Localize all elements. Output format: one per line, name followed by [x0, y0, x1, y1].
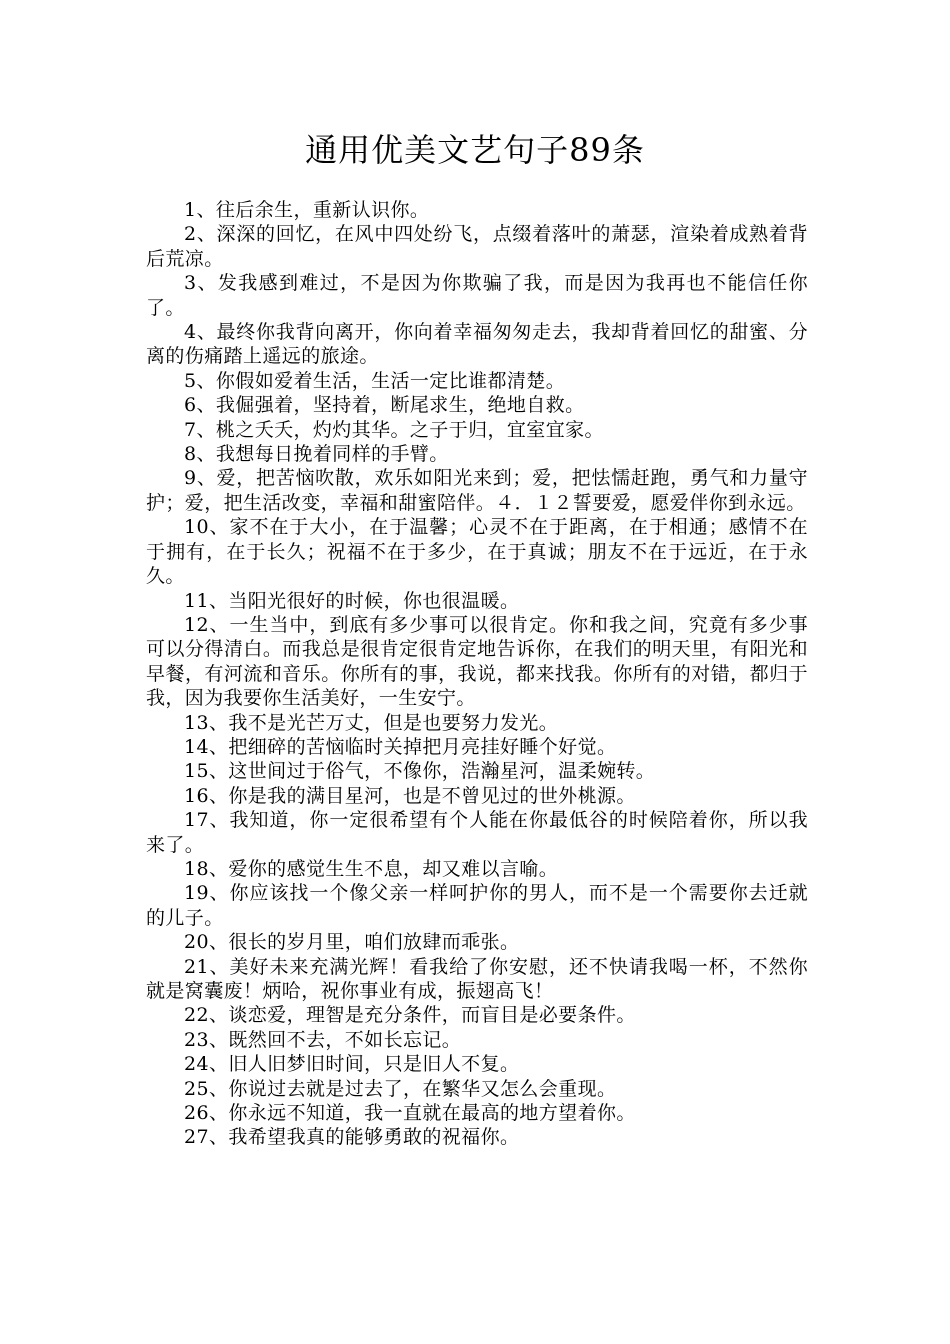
paragraph-3: 3、发我感到难过，不是因为你欺骗了我，而是因为我再也不能信任你了。 — [146, 272, 808, 319]
paragraph-26: 26、你永远不知道，我一直就在最高的地方望着你。 — [184, 1102, 636, 1125]
paragraph-24: 24、旧人旧梦旧时间，只是旧人不复。 — [184, 1053, 520, 1076]
paragraph-5: 5、你假如爱着生活，生活一定比谁都清楚。 — [184, 369, 566, 392]
paragraph-21: 21、美好未来充满光辉！看我给了你安慰，还不快请我喝一杯，不然你就是窝囊废！炳哈，祝你事业有成，振翅高飞！ — [146, 955, 808, 1002]
paragraph-9: 9、爱，把苦恼吹散，欢乐如阳光来到；爱，把怯懦赶跑，勇气和力量守护；爱，把生活改变，幸福和甜蜜陪伴。４．１２誓要爱，愿爱伴你到永远。 — [146, 467, 808, 514]
paragraph-15: 15、这世间过于俗气，不像你，浩瀚星河，温柔婉转。 — [184, 760, 656, 783]
paragraph-11: 11、当阳光很好的时候，你也很温暖。 — [184, 589, 520, 612]
document-title: 通用优美文艺句子89条 — [305, 131, 645, 169]
paragraph-23: 23、既然回不去，不如长忘记。 — [184, 1028, 462, 1051]
paragraph-7: 7、桃之夭夭，灼灼其华。之子于归，宜室宜家。 — [184, 418, 604, 441]
paragraph-12: 12、一生当中，到底有多少事可以很肯定。你和我之间，究竟有多少事可以分得清白。而我总是很肯定很肯定地告诉你，在我们的明天里，有阳光和早餐，有河流和音乐。你所有的事，我说，都来找我。你所有的对错，都归于我，因为我要你生活美好，一生安宁。 — [146, 613, 808, 710]
paragraph-18: 18、爱你的感觉生生不息，却又难以言喻。 — [184, 857, 559, 880]
paragraph-22: 22、谈恋爱，理智是充分条件，而盲目是必要条件。 — [184, 1004, 636, 1027]
paragraph-1: 1、往后余生，重新认识你。 — [184, 199, 430, 221]
paragraph-6: 6、我倔强着，坚持着，断尾求生，绝地自救。 — [184, 394, 585, 417]
paragraph-16: 16、你是我的满目星河，也是不曾见过的世外桃源。 — [184, 784, 636, 807]
paragraph-8: 8、我想每日挽着同样的手臂。 — [184, 443, 449, 466]
document-body — [146, 198, 808, 1150]
paragraph-2: 2、深深的回忆，在风中四处纷飞，点缀着落叶的萧瑟，渲染着成熟着背后荒凉。 — [146, 223, 808, 270]
paragraph-20: 20、很长的岁月里，咱们放肆而乖张。 — [184, 931, 520, 954]
paragraph-10: 10、家不在于大小，在于温馨；心灵不在于距离，在于相通；感情不在于拥有，在于长久；祝福不在于多少，在于真诚；朋友不在于远近，在于永久。 — [146, 516, 808, 588]
paragraph-17: 17、我知道，你一定很希望有个人能在你最低谷的时候陪着你，所以我来了。 — [146, 809, 808, 856]
paragraph-13: 13、我不是光芒万丈，但是也要努力发光。 — [184, 711, 559, 734]
paragraph-19: 19、你应该找一个像父亲一样呵护你的男人，而不是一个需要你去迁就的儿子。 — [146, 882, 808, 929]
paragraph-27: 27、我希望我真的能够勇敢的祝福你。 — [184, 1126, 520, 1149]
paragraph-4: 4、最终你我背向离开，你向着幸福匆匆走去，我却背着回忆的甜蜜、分离的伤痛踏上遥远的旅途。 — [146, 321, 808, 368]
paragraph-14: 14、把细碎的苦恼临时关掉把月亮挂好睡个好觉。 — [184, 735, 617, 758]
paragraph-25: 25、你说过去就是过去了，在繁华又怎么会重现。 — [184, 1077, 617, 1100]
